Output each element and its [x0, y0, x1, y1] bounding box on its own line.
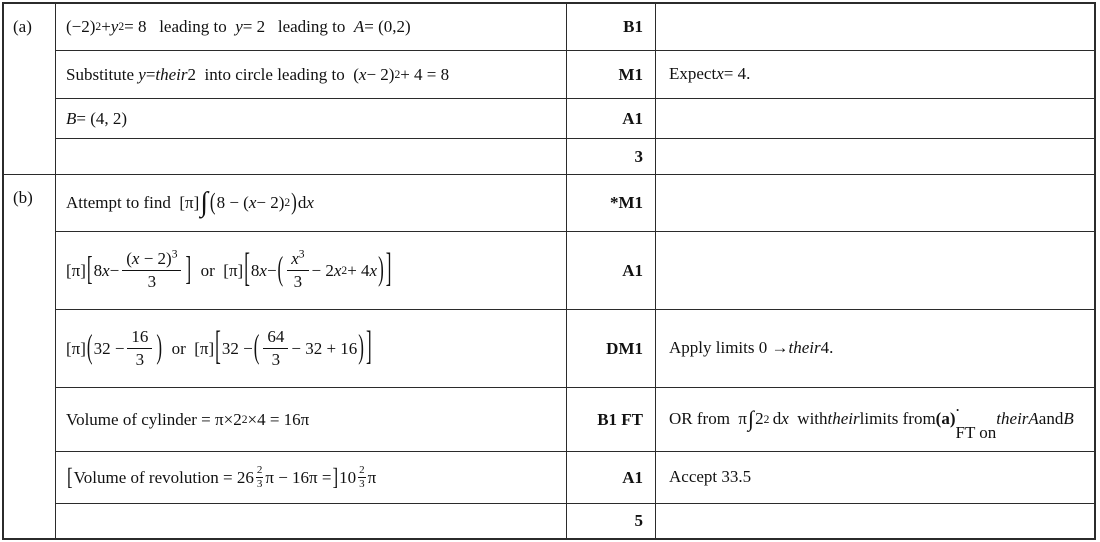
- comment-cell-a-total: [656, 139, 1094, 175]
- working-cell-b1: Attempt to find [π] ∫ ( 8 − ( x − 2) 2 ) d x: [56, 175, 567, 232]
- part-label-a: (a): [4, 4, 56, 175]
- mark-scheme-table: [2, 2, 1096, 540]
- comment-cell-b3: Apply limits 0 → their 4.: [656, 310, 1094, 388]
- mark-cell-b4: B1 FT: [567, 388, 656, 452]
- working-cell-b-total: [56, 504, 567, 538]
- mark-cell-a1: B1: [567, 4, 656, 51]
- comment-cell-b-total: [656, 504, 1094, 538]
- comment-cell-b4: OR from π ∫ 2 2 d x with their limits from (a) . FT on their A and B: [656, 388, 1094, 452]
- comment-cell-b1: [656, 175, 1094, 232]
- comment-cell-b5: Accept 33.5: [656, 452, 1094, 504]
- mark-cell-a3: A1: [567, 99, 656, 139]
- working-cell-b2: [π] [ 8 x − $(x - 2)^3$ 3 ] or [π] [ 8 x − ( $x^3$ 3 − 2 x 2 + 4 x ) ]: [56, 232, 567, 310]
- comment-cell-a2: Expect x = 4.: [656, 51, 1094, 99]
- mark-cell-b2: A1: [567, 232, 656, 310]
- working-cell-b3: [π] ( 32 − 16 3 ) or [π] [ 32 − ( 64 3 − 32 + 16 ) ]: [56, 310, 567, 388]
- working-cell-a1: (−2) 2 + y 2 = 8 leading to y = 2 leading to A = (0,2): [56, 4, 567, 51]
- part-label-b: (b): [4, 175, 56, 538]
- mark-cell-b3: DM1: [567, 310, 656, 388]
- comment-cell-a3: [656, 99, 1094, 139]
- mark-cell-a2: M1: [567, 51, 656, 99]
- comment-cell-a1: [656, 4, 1094, 51]
- working-cell-a2: Substitute y = their 2 into circle leading to ( x − 2) 2 + 4 = 8: [56, 51, 567, 99]
- working-cell-a3: B = (4, 2): [56, 99, 567, 139]
- mark-cell-b1: *M1: [567, 175, 656, 232]
- working-cell-a-total: [56, 139, 567, 175]
- comment-cell-b2: [656, 232, 1094, 310]
- working-cell-b5: [ Volume of revolution = 26 2 3 π − 16π = ] 10 2 3 π: [56, 452, 567, 504]
- section-b-total-marks: 5: [567, 504, 656, 538]
- working-cell-b4: Volume of cylinder = π×2 2 ×4 = 16π: [56, 388, 567, 452]
- mark-cell-b5: A1: [567, 452, 656, 504]
- section-a-total-marks: 3: [567, 139, 656, 175]
